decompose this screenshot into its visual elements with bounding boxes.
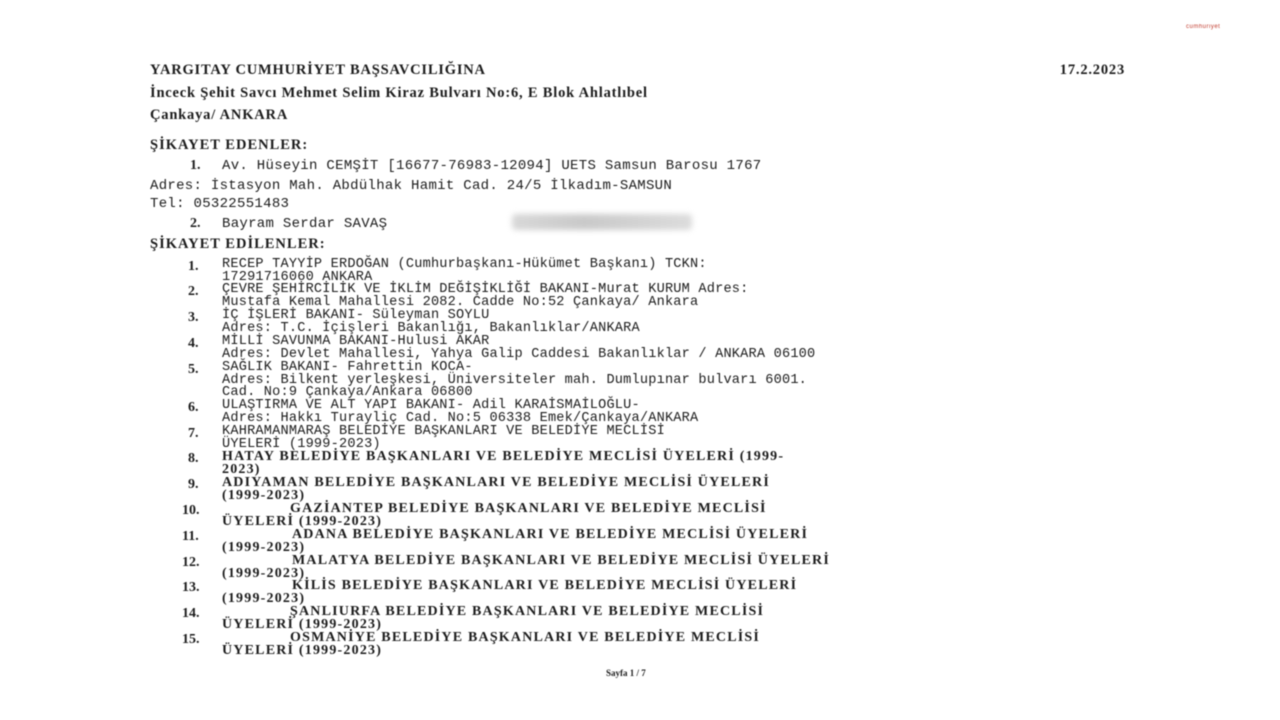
respondent-number: 2. <box>188 284 199 299</box>
watermark-logo: cumhuriyet <box>1186 24 1221 30</box>
respondent-number: 15. <box>182 632 200 647</box>
complainant-address: Adres: İstasyon Mah. Abdülhak Hamit Cad. 24/5 İlkadım-SAMSUN <box>150 178 673 194</box>
respondent-line: (1999-2023) <box>222 539 306 555</box>
complainant-number: 2. <box>190 216 201 231</box>
respondent-line: ADIYAMAN BELEDİYE BAŞKANLARI VE BELEDİYE MECLİSİ ÜYELERİ <box>222 475 770 490</box>
respondent-number: 10. <box>182 503 200 518</box>
respondent-number: 9. <box>188 477 199 492</box>
respondent-number: 1. <box>188 259 199 274</box>
respondent-line: ADANA BELEDİYE BAŞKANLARI VE BELEDİYE MECLİSİ ÜYELERİ <box>292 527 809 542</box>
respondent-number: 5. <box>188 362 199 377</box>
respondent-line: Adres: Bilkent yerleşkesi, Üniversiteler mah. Dumlupınar bulvarı 6001. <box>222 372 808 388</box>
respondent-line: Cad. No:9 Çankaya/Ankara 06800 <box>222 385 473 400</box>
respondent-line: ŞANLIURFA BELEDİYE BAŞKANLARI VE BELEDİYE MECLİSİ <box>290 604 765 619</box>
respondent-line: MİLLİ SAVUNMA BAKANI-Hulusi AKAR <box>222 334 490 349</box>
recipient-address-line2: Çankaya/ ANKARA <box>150 107 289 123</box>
respondent-number: 13. <box>182 580 200 595</box>
page-number: Sayfa 1 / 7 <box>606 668 646 678</box>
respondent-number: 8. <box>188 451 199 466</box>
complainants-heading: ŞİKAYET EDENLER: <box>150 137 309 153</box>
complainant-number: 1. <box>190 158 201 173</box>
respondent-line: OSMANİYE BELEDİYE BAŞKANLARI VE BELEDİYE MECLİSİ <box>290 630 761 645</box>
complainant-line: Av. Hüseyin CEMŞİT [16677-76983-12094] UETS Samsun Barosu 1767 <box>222 158 762 174</box>
respondent-line: ULAŞTIRMA VE ALT YAPI BAKANI- Adil KARAİSMAİLOĞLU- <box>222 398 640 413</box>
respondent-line: ÜYELERİ (1999-2023) <box>222 436 381 452</box>
respondent-number: 7. <box>188 426 199 441</box>
respondent-line: Adres: Devlet Mahallesi, Yahya Galip Caddesi Bakanlıklar / ANKARA 06100 <box>222 346 816 362</box>
respondent-line: İÇ İŞLERİ BAKANI- Süleyman SOYLU <box>222 308 490 323</box>
respondent-number: 3. <box>188 310 199 325</box>
respondents-heading: ŞİKAYET EDİLENLER: <box>150 236 326 252</box>
respondent-line: HATAY BELEDİYE BAŞKANLARI VE BELEDİYE MECLİSİ ÜYELERİ (1999- <box>222 449 785 464</box>
respondent-line: ÇEVRE ŞEHİRCİLİK VE İKLİM DEĞİŞİKLİĞİ BAKANI-Murat KURUM Adres: <box>222 282 749 297</box>
respondent-line: MALATYA BELEDİYE BAŞKANLARI VE BELEDİYE MECLİSİ ÜYELERİ <box>292 553 830 568</box>
complainant-line: Bayram Serdar SAVAŞ <box>222 216 388 232</box>
respondent-line: 17291716060 ANKARA <box>222 269 373 285</box>
respondent-number: 14. <box>182 606 200 621</box>
complainant-phone: Tel: 05322551483 <box>150 196 290 212</box>
respondent-line: ÜYELERİ (1999-2023) <box>222 513 383 529</box>
respondent-line: KAHRAMANMARAŞ BELEDİYE BAŞKANLARI VE BELEDİYE MECLİSİ <box>222 424 665 439</box>
respondent-line: (1999-2023) <box>222 487 306 503</box>
document-date: 17.2.2023 <box>1059 62 1125 78</box>
respondent-line: ÜYELERİ (1999-2023) <box>222 642 383 658</box>
respondent-number: 12. <box>182 555 200 570</box>
redaction-blur <box>512 214 692 230</box>
respondent-line: ÜYELERİ (1999-2023) <box>222 616 383 632</box>
respondent-line: Adres: T.C. İçişleri Bakanlığı, Bakanlıklar/ANKARA <box>222 320 640 336</box>
recipient-title: YARGITAY CUMHURİYET BAŞSAVCILIĞINA <box>150 62 486 78</box>
respondent-line: (1999-2023) <box>222 565 306 581</box>
recipient-address-line1: İnceck Şehit Savcı Mehmet Selim Kiraz Bulvarı No:6, E Blok Ahlatlıbel <box>150 85 648 101</box>
respondent-line: SAĞLIK BAKANI- Fahrettin KOCA- <box>222 360 473 375</box>
respondent-line: (1999-2023) <box>222 590 306 606</box>
respondent-number: 6. <box>188 400 199 415</box>
respondent-number: 4. <box>188 336 199 351</box>
respondent-line: Mustafa Kemal Mahallesi 2082. Cadde No:52 Çankaya/ Ankara <box>222 294 699 310</box>
document-header <box>150 58 1125 126</box>
respondent-number: 11. <box>182 529 199 544</box>
respondent-line: 2023) <box>222 461 261 477</box>
respondent-line: GAZİANTEP BELEDİYE BAŞKANLARI VE BELEDİYE MECLİSİ <box>290 501 767 516</box>
respondent-line: Adres: Hakkı Turayliç Cad. No:5 06338 Emek/Çankaya/ANKARA <box>222 410 699 426</box>
respondent-line: RECEP TAYYİP ERDOĞAN (Cumhurbaşkanı-Hükümet Başkanı) TCKN: <box>222 257 707 272</box>
respondent-line: KİLİS BELEDİYE BAŞKANLARI VE BELEDİYE MECLİSİ ÜYELERİ <box>292 578 798 593</box>
